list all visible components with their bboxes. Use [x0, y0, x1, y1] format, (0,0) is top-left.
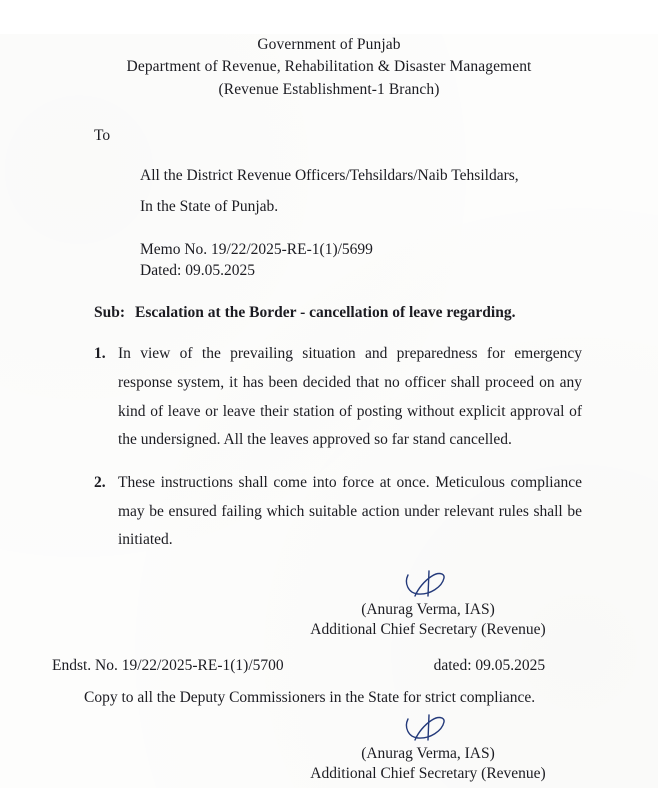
subject-line	[94, 304, 582, 322]
signatory-designation: Additional Chief Secretary (Revenue)	[310, 621, 546, 639]
subject-label: Sub:	[94, 304, 126, 322]
copy-to-line: Copy to all the Deputy Commissioners in the State for strict compliance.	[84, 689, 536, 707]
subject-text: Escalation at the Border - cancellation of leave regarding.	[135, 304, 516, 322]
endorsement-number: Endst. No. 19/22/2025-RE-1(1)/5700	[52, 657, 284, 675]
memo-date: Dated: 09.05.2025	[140, 262, 255, 280]
endorsement-date: dated: 09.05.2025	[433, 657, 546, 675]
clause-text: These instructions shall come into force at once. Meticulous compliance may be ensured failing which suitable action under relevant rules shall be initiated.	[118, 474, 582, 549]
signature-mark-icon	[278, 713, 578, 743]
government-name: Government of Punjab	[257, 36, 401, 53]
addressee-block	[140, 167, 582, 280]
document-page	[0, 34, 658, 788]
signatory-name: (Anurag Verma, IAS)	[361, 745, 495, 763]
signature-block-2	[278, 713, 578, 783]
signature-block-1	[278, 569, 578, 639]
clause-item	[94, 469, 582, 555]
letterhead	[0, 34, 658, 101]
clause-number: 1.	[94, 345, 106, 363]
addressee-line-1: All the District Revenue Officers/Tehsildars/Naib Tehsildars,	[140, 167, 519, 185]
clause-text: In view of the prevailing situation and preparedness for emergency response system, it has been decided that no officer shall proceed on any kind of leave or leave their station of posting without explicit approval of the undersigned. All the leaves approved so far stand cancelled.	[118, 345, 582, 449]
clause-item	[94, 340, 582, 455]
department-name: Department of Revenue, Rehabilitation & Disaster Management	[126, 58, 532, 76]
signatory-name: (Anurag Verma, IAS)	[361, 601, 495, 619]
addressee-line-2: In the State of Punjab.	[140, 198, 279, 216]
clause-list	[94, 340, 582, 555]
branch-name: (Revenue Establishment-1 Branch)	[218, 80, 440, 98]
signatory-designation: Additional Chief Secretary (Revenue)	[310, 765, 546, 783]
memo-number: Memo No. 19/22/2025-RE-1(1)/5699	[140, 241, 373, 259]
endorsement-row	[52, 657, 582, 675]
clause-number: 2.	[94, 474, 106, 492]
to-label: To	[94, 127, 111, 145]
signature-mark-icon	[278, 569, 578, 599]
